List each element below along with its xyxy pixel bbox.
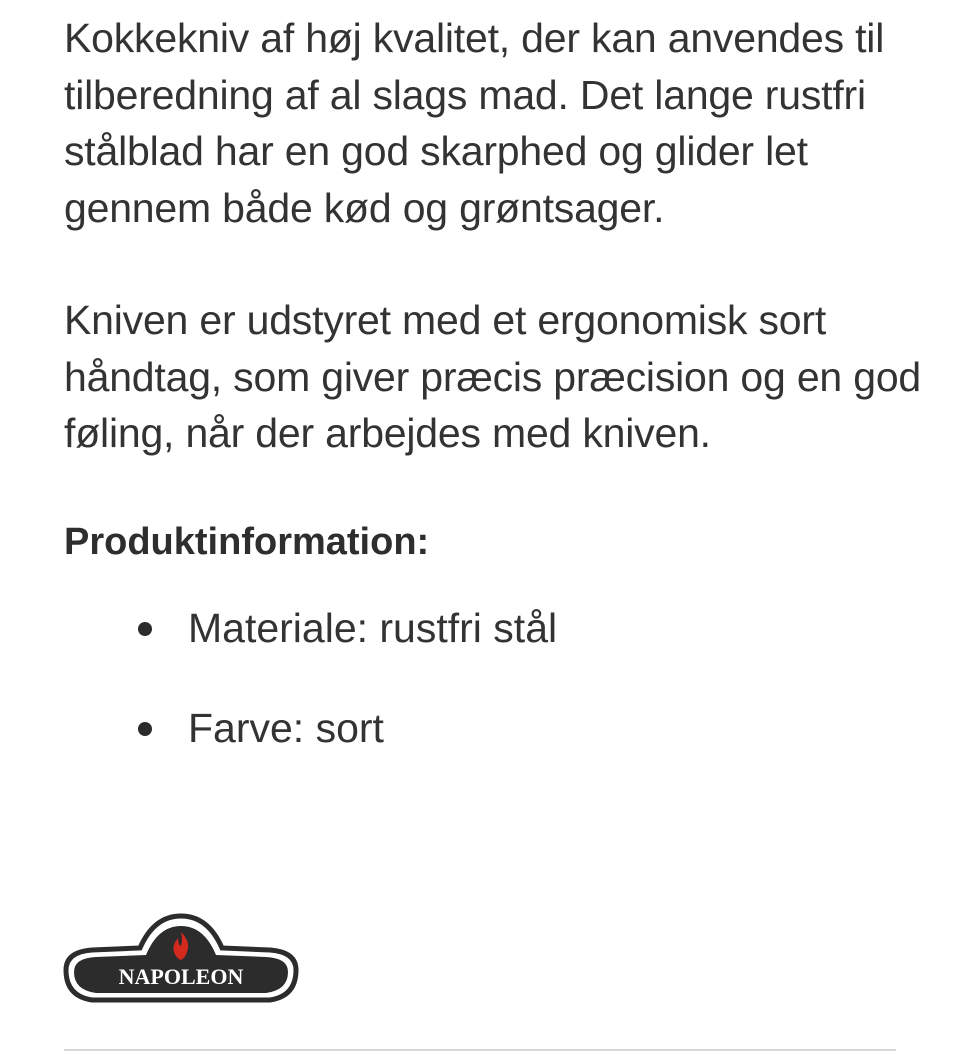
list-item-label: Farve: sort [188, 704, 384, 751]
bullet-icon [138, 722, 152, 736]
list-item-label: Materiale: rustfri stål [188, 604, 558, 651]
description-paragraph-1: Kokkekniv af høj kvalitet, der kan anvendes til tilberedning af al slags mad. Det lange rustfri stålblad har en god skarphed og glider let gennem både kød og grøntsager. [64, 15, 885, 231]
divider [64, 1049, 896, 1051]
description-paragraph-2: Kniven er udstyret med et ergonomisk sort håndtag, som giver præcis præcision og en god føling, når der arbejdes med kniven. [64, 297, 922, 456]
product-description [64, 10, 944, 800]
list-item-material [64, 600, 944, 656]
list-item-color [64, 700, 944, 756]
product-info-heading: Produktinformation: [64, 520, 430, 563]
logo-text: NAPOLEON [118, 964, 244, 989]
napoleon-logo [62, 908, 300, 1012]
product-info-list [64, 600, 944, 756]
bullet-icon [138, 622, 152, 636]
napoleon-logo-icon [62, 908, 300, 1012]
